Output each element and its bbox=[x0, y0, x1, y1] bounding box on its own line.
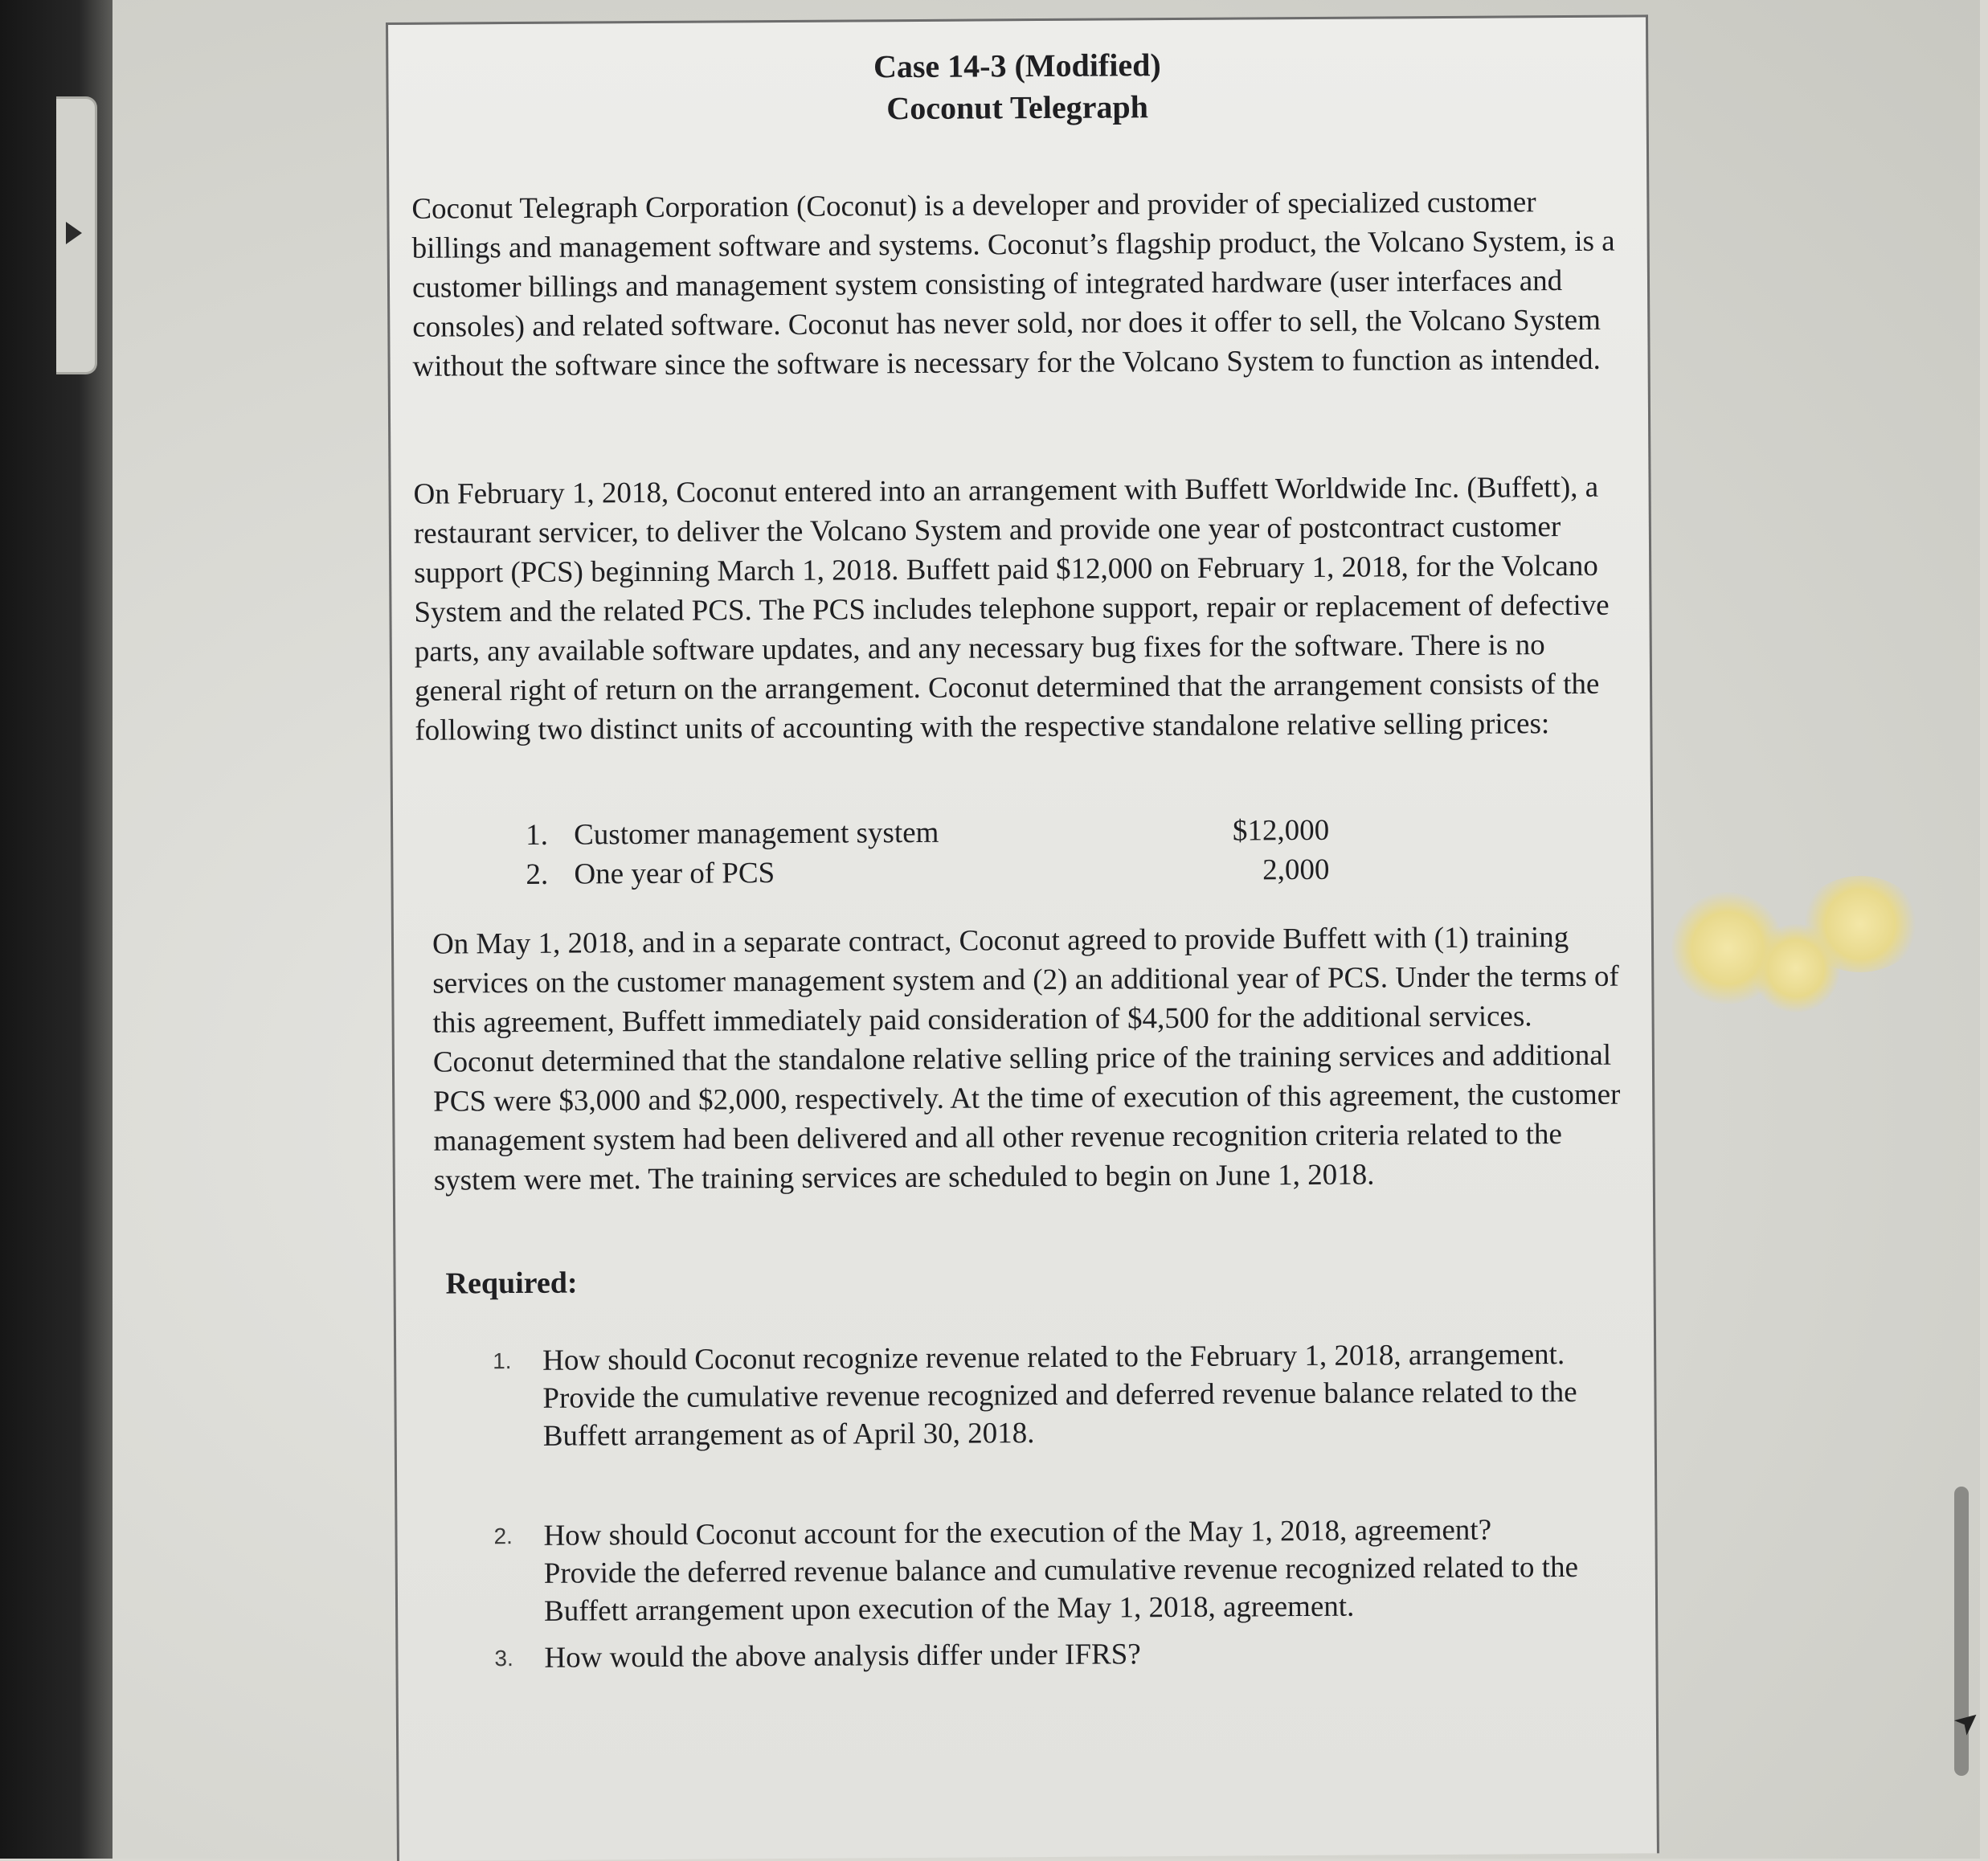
question-text: How should Coconut recognize revenue related to the February 1, 2018, arrangement. Provide the cumulative revenue recognized and deferred revenue balance related to the Buffett arrangement as of April 30, 2018. bbox=[542, 1338, 1577, 1453]
required-heading: Required: bbox=[445, 1266, 578, 1301]
question-text: How would the above analysis differ under IFRS? bbox=[544, 1638, 1141, 1675]
list-item-amount: 2,000 bbox=[1262, 853, 1330, 887]
question-text: How should Coconut account for the execution of the May 1, 2018, agreement? Provide the deferred revenue balance and cumulative revenue recognized related to the Buffett arrangement upon execution of the May 1, 2018, agreement. bbox=[543, 1513, 1579, 1628]
list-item bbox=[526, 811, 1329, 855]
question-item bbox=[494, 1633, 1579, 1677]
list-item-amount: $12,000 bbox=[1232, 813, 1330, 848]
play-arrow-icon[interactable] bbox=[66, 222, 82, 244]
light-glare bbox=[1800, 876, 1921, 972]
question-item bbox=[493, 1511, 1579, 1630]
list-item-label: Customer management system bbox=[574, 816, 939, 852]
mouse-pointer-icon: ➤ bbox=[1945, 1699, 1988, 1744]
title-block bbox=[388, 41, 1646, 133]
question-number: 2. bbox=[493, 1524, 513, 1549]
document-page bbox=[386, 14, 1659, 1861]
paragraph-arrangement: On February 1, 2018, Coconut entered into an arrangement with Buffett Worldwide Inc. (Buffett), a restaurant servicer, to deliver the Volcano System and provide one year of postcontract customer support (PCS) beginning March 1, 2018. Buffett paid $12,000 on February 1, 2018, for the Volcano System and the related PCS. The PCS includes telephone support, repair or replacement of defective parts, any available software updates, and any necessary bug fixes for the software. There is no general right of return on the arrangement. Coconut determined that the arrangement consists of the following two distinct units of accounting with the respective standalone relative selling prices: bbox=[413, 470, 1610, 747]
case-subtitle: Coconut Telegraph bbox=[886, 88, 1149, 127]
case-title: Case 14-3 (Modified) bbox=[873, 47, 1161, 85]
paragraph-intro: Coconut Telegraph Corporation (Coconut) is a developer and provider of specialized customer billings and management software and systems. Coconut’s flagship product, the Volcano System, is a customer billings and management system consisting of integrated hardware (user interfaces and consoles) and related software. Coconut has never sold, nor does it offer to sell, the Volcano System without the software since the software is necessary for the Volcano System to function as intended. bbox=[411, 186, 1615, 383]
question-number: 3. bbox=[494, 1646, 513, 1671]
paragraph-separate-contract: On May 1, 2018, and in a separate contract, Coconut agreed to provide Buffett with (1) training services on the customer management system and (2) an additional year of PCS. Under the terms of this agreement, Buffett immediately paid consideration of $4,500 for the additional services. Coconut determined that the standalone relative selling price of the training services and additional PCS were $3,000 and $2,000, respectively. At the time of execution of this agreement, the customer management system had been delivered and all other revenue recognition criteria related to the system were met. The training services are scheduled to begin on June 1, 2018. bbox=[432, 921, 1621, 1197]
list-item-number: 2. bbox=[526, 857, 549, 891]
list-item-label: One year of PCS bbox=[574, 857, 775, 891]
units-of-accounting-list bbox=[526, 811, 1330, 894]
list-item bbox=[526, 850, 1329, 894]
list-item-number: 1. bbox=[526, 818, 549, 852]
question-item bbox=[493, 1335, 1578, 1455]
question-number: 1. bbox=[493, 1348, 512, 1374]
